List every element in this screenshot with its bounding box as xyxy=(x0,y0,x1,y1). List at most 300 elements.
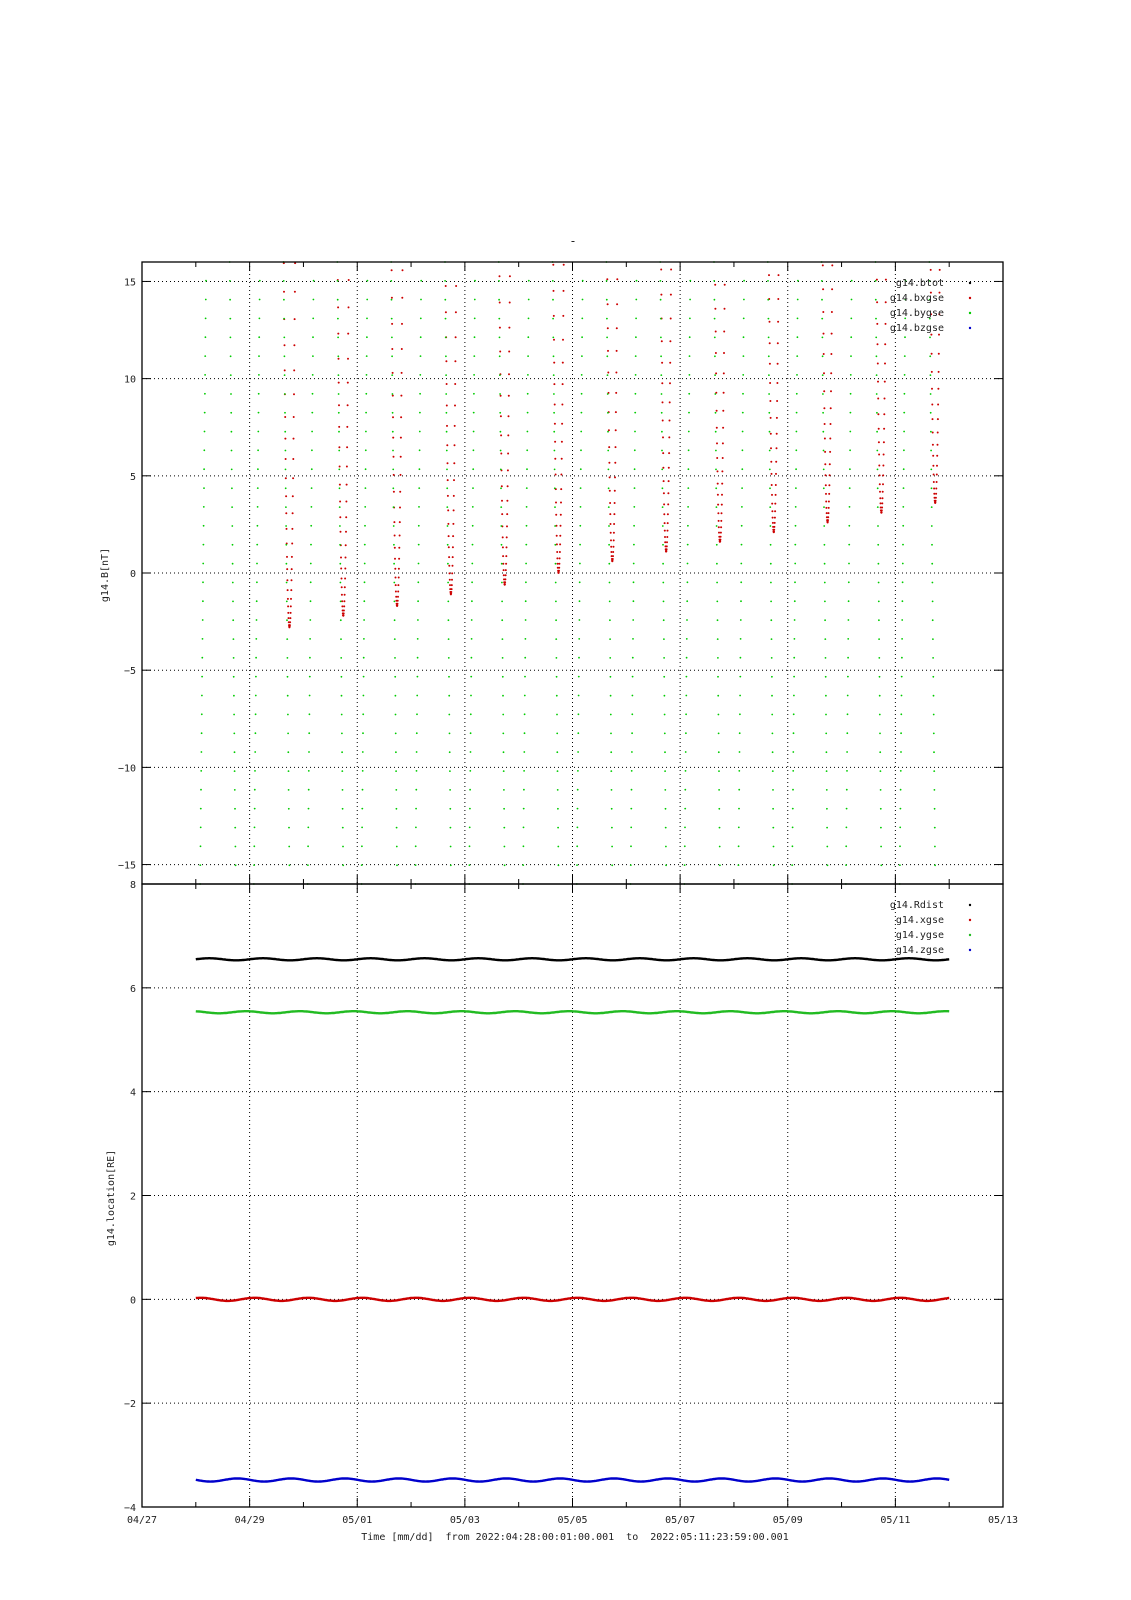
data-point-bygse xyxy=(469,845,471,847)
data-point-bygse xyxy=(606,318,608,320)
data-point-bxgse xyxy=(769,400,771,402)
data-point-bygse xyxy=(822,393,824,395)
data-point-bxgse xyxy=(397,596,399,598)
data-point-bygse xyxy=(876,431,878,433)
data-point-bygse xyxy=(661,431,663,433)
data-point-bygse xyxy=(878,619,880,621)
data-point-bygse xyxy=(471,638,473,640)
y-axis-label-top: g14.B[nT] xyxy=(100,547,111,603)
data-point-bygse xyxy=(337,318,339,320)
data-point-bxgse xyxy=(768,274,770,276)
data-point-bygse xyxy=(850,393,852,395)
data-point-bygse xyxy=(205,318,207,320)
data-point-bygse xyxy=(716,544,718,546)
data-point-bygse xyxy=(342,808,344,810)
data-point-bxgse xyxy=(831,333,833,335)
data-point-bxgse xyxy=(448,565,450,567)
data-point-bygse xyxy=(449,789,451,791)
data-point-bxgse xyxy=(341,594,343,596)
data-point-bxgse xyxy=(935,500,937,502)
data-point-bxgse xyxy=(716,442,718,444)
data-point-bygse xyxy=(791,864,793,866)
data-point-bygse xyxy=(362,770,364,772)
data-point-bxgse xyxy=(830,372,832,374)
data-point-bygse xyxy=(772,789,774,791)
data-point-bygse xyxy=(902,506,904,508)
data-point-bxgse xyxy=(348,279,350,281)
data-point-bygse xyxy=(366,355,368,357)
data-point-bygse xyxy=(768,374,770,376)
data-point-bxgse xyxy=(608,446,610,448)
data-point-bygse xyxy=(339,525,341,527)
data-point-bxgse xyxy=(823,390,825,392)
data-point-bxgse xyxy=(612,560,614,562)
data-point-bygse xyxy=(233,676,235,678)
data-point-bygse xyxy=(715,487,717,489)
data-point-bygse xyxy=(419,393,421,395)
data-point-bxgse xyxy=(613,546,615,548)
data-point-bxgse xyxy=(670,318,672,320)
x-tick-label: 04/27 xyxy=(126,1515,158,1526)
data-point-bxgse xyxy=(392,395,394,397)
data-point-bygse xyxy=(825,676,827,678)
data-point-bygse xyxy=(230,393,232,395)
data-point-bxgse xyxy=(291,543,293,545)
data-point-bygse xyxy=(287,695,289,697)
data-point-bygse xyxy=(826,827,828,829)
data-point-bxgse xyxy=(885,301,887,303)
data-point-bxgse xyxy=(721,504,723,506)
data-point-bygse xyxy=(524,676,526,678)
data-point-bygse xyxy=(661,450,663,452)
data-point-bygse xyxy=(795,487,797,489)
data-point-bygse xyxy=(420,336,422,338)
data-point-bxgse xyxy=(885,323,887,325)
data-point-bxgse xyxy=(826,512,828,514)
data-point-bygse xyxy=(527,355,529,357)
data-point-bxgse xyxy=(770,433,772,435)
data-point-bxgse xyxy=(829,451,831,453)
data-point-bygse xyxy=(525,544,527,546)
data-point-bygse xyxy=(469,864,471,866)
data-point-bygse xyxy=(796,412,798,414)
data-point-bygse xyxy=(772,733,774,735)
data-point-bxgse xyxy=(777,363,779,365)
data-point-bygse xyxy=(878,601,880,603)
data-point-bxgse xyxy=(292,458,294,460)
data-point-bxgse xyxy=(402,269,404,271)
data-point-bxgse xyxy=(344,578,346,580)
data-point-bxgse xyxy=(284,369,286,371)
data-point-bxgse xyxy=(775,473,777,475)
data-point-bygse xyxy=(311,506,313,508)
data-point-bygse xyxy=(609,582,611,584)
data-point-bxgse xyxy=(343,600,345,602)
data-point-bygse xyxy=(824,638,826,640)
data-point-bxgse xyxy=(715,372,717,374)
data-point-bxgse xyxy=(450,593,452,595)
data-point-bxgse xyxy=(877,398,879,400)
data-point-bygse xyxy=(553,374,555,376)
data-point-bygse xyxy=(739,695,741,697)
data-point-bygse xyxy=(361,808,363,810)
data-point-bygse xyxy=(258,412,260,414)
data-point-bxgse xyxy=(931,371,933,373)
data-point-bygse xyxy=(502,657,504,659)
data-point-bxgse xyxy=(668,452,670,454)
data-point-bxgse xyxy=(772,517,774,519)
data-point-bygse xyxy=(876,374,878,376)
data-point-bygse xyxy=(902,525,904,527)
data-point-bygse xyxy=(717,695,719,697)
data-point-bygse xyxy=(630,864,632,866)
data-point-bygse xyxy=(446,487,448,489)
data-point-bygse xyxy=(610,733,612,735)
data-point-bygse xyxy=(738,864,740,866)
data-point-bygse xyxy=(499,412,501,414)
data-point-bygse xyxy=(234,827,236,829)
data-point-bxgse xyxy=(501,513,503,515)
data-point-bygse xyxy=(526,487,528,489)
data-point-bygse xyxy=(689,336,691,338)
legend-label: g14.xgse xyxy=(895,915,944,926)
data-point-bygse xyxy=(660,355,662,357)
data-point-bygse xyxy=(849,487,851,489)
data-point-bxgse xyxy=(446,425,448,427)
data-point-bygse xyxy=(416,751,418,753)
data-point-bxgse xyxy=(289,617,291,619)
data-point-bygse xyxy=(768,337,770,339)
data-point-bygse xyxy=(472,487,474,489)
data-point-bxgse xyxy=(668,467,670,469)
data-point-bygse xyxy=(419,431,421,433)
data-point-bygse xyxy=(796,355,798,357)
data-point-bygse xyxy=(469,827,471,829)
data-point-bygse xyxy=(312,374,314,376)
data-point-bygse xyxy=(365,412,367,414)
data-point-bygse xyxy=(391,337,393,339)
data-point-bxgse xyxy=(613,532,615,534)
data-point-bygse xyxy=(932,638,934,640)
data-point-bxgse xyxy=(293,416,295,418)
data-point-bxgse xyxy=(934,501,936,503)
data-point-bxgse xyxy=(936,481,938,483)
data-point-bygse xyxy=(471,619,473,621)
data-point-bxgse xyxy=(553,315,555,317)
data-point-bygse xyxy=(394,676,396,678)
data-point-bygse xyxy=(578,713,580,715)
data-point-bygse xyxy=(312,355,314,357)
data-point-bygse xyxy=(580,449,582,451)
data-point-bxgse xyxy=(290,612,292,614)
data-point-bygse xyxy=(665,846,667,848)
data-point-bygse xyxy=(283,318,285,320)
data-point-bxgse xyxy=(615,446,617,448)
data-point-bxgse xyxy=(339,501,341,503)
data-point-bygse xyxy=(743,280,745,282)
data-point-bxgse xyxy=(504,578,506,580)
data-point-bygse xyxy=(553,412,555,414)
data-point-bxgse xyxy=(935,488,937,490)
data-point-bygse xyxy=(901,695,903,697)
data-point-bxgse xyxy=(396,605,398,607)
data-point-bxgse xyxy=(559,551,561,553)
data-point-bygse xyxy=(499,337,501,339)
data-point-bxgse xyxy=(724,308,726,310)
data-point-bxgse xyxy=(502,536,504,538)
data-point-bygse xyxy=(794,544,796,546)
data-point-bygse xyxy=(824,619,826,621)
data-point-bygse xyxy=(525,563,527,565)
data-point-bygse xyxy=(501,601,503,603)
data-point-bygse xyxy=(338,374,340,376)
data-point-bygse xyxy=(285,544,287,546)
data-point-bygse xyxy=(285,525,287,527)
data-point-bygse xyxy=(741,506,743,508)
data-point-bygse xyxy=(416,732,418,734)
data-point-bygse xyxy=(394,619,396,621)
data-point-bxgse xyxy=(563,290,565,292)
data-point-bxgse xyxy=(773,531,775,533)
data-point-bygse xyxy=(580,431,582,433)
data-point-bygse xyxy=(576,845,578,847)
data-point-bygse xyxy=(444,280,446,282)
data-point-bxgse xyxy=(935,497,937,499)
data-point-bygse xyxy=(366,299,368,301)
x-tick-label: 05/01 xyxy=(342,1515,373,1526)
data-point-bxgse xyxy=(289,624,291,626)
data-point-bxgse xyxy=(556,551,558,553)
data-point-bygse xyxy=(419,468,421,470)
data-point-bxgse xyxy=(293,344,295,346)
data-point-bygse xyxy=(396,864,398,866)
data-point-bygse xyxy=(392,450,394,452)
legend-marker xyxy=(969,919,971,921)
data-point-bygse xyxy=(634,412,636,414)
data-point-bygse xyxy=(553,355,555,357)
data-point-bygse xyxy=(337,337,339,339)
data-point-bygse xyxy=(610,676,612,678)
data-point-bygse xyxy=(501,563,503,565)
data-point-bxgse xyxy=(616,327,618,329)
data-point-bygse xyxy=(633,600,635,602)
data-point-bygse xyxy=(254,751,256,753)
data-point-bxgse xyxy=(606,278,608,280)
data-point-bxgse xyxy=(287,612,289,614)
data-point-bxgse xyxy=(293,438,295,440)
data-point-bygse xyxy=(689,280,691,282)
data-point-bygse xyxy=(340,657,342,659)
data-point-bxgse xyxy=(667,492,669,494)
data-point-bxgse xyxy=(290,589,292,591)
data-point-bygse xyxy=(635,355,637,357)
data-point-bygse xyxy=(797,336,799,338)
data-point-bxgse xyxy=(824,451,826,453)
data-point-bxgse xyxy=(881,509,883,511)
data-point-bygse xyxy=(364,506,366,508)
data-point-bygse xyxy=(577,770,579,772)
data-point-bygse xyxy=(740,619,742,621)
data-point-bygse xyxy=(608,525,610,527)
data-point-bygse xyxy=(688,412,690,414)
data-point-bygse xyxy=(934,808,936,810)
data-point-bxgse xyxy=(555,502,557,504)
data-point-bygse xyxy=(253,845,255,847)
data-point-bygse xyxy=(931,525,933,527)
data-point-bygse xyxy=(847,695,849,697)
data-point-bygse xyxy=(740,638,742,640)
data-point-bxgse xyxy=(500,434,502,436)
y-tick-label: 0 xyxy=(129,569,136,580)
data-point-bxgse xyxy=(830,390,832,392)
data-point-bygse xyxy=(232,619,234,621)
data-point-bygse xyxy=(716,601,718,603)
data-point-bygse xyxy=(904,336,906,338)
data-point-bxgse xyxy=(562,383,564,385)
data-point-bxgse xyxy=(770,447,772,449)
data-point-bygse xyxy=(415,864,417,866)
data-point-bxgse xyxy=(344,568,346,570)
data-point-bxgse xyxy=(393,491,395,493)
data-point-bxgse xyxy=(769,321,771,323)
data-point-bygse xyxy=(824,601,826,603)
legend-label: g14.Rdist xyxy=(889,900,944,911)
data-point-bygse xyxy=(557,846,559,848)
data-point-bygse xyxy=(337,280,339,282)
data-point-bxgse xyxy=(883,441,885,443)
data-point-bxgse xyxy=(669,420,671,422)
data-point-bygse xyxy=(310,525,312,527)
y-tick-label: 4 xyxy=(129,1087,136,1099)
data-point-bygse xyxy=(769,431,771,433)
data-point-bygse xyxy=(338,393,340,395)
data-point-bygse xyxy=(579,563,581,565)
data-point-bygse xyxy=(233,695,235,697)
data-point-bygse xyxy=(445,337,447,339)
data-point-bygse xyxy=(395,714,397,716)
data-point-bygse xyxy=(392,487,394,489)
axes-bottom xyxy=(124,880,1003,1514)
data-point-bxgse xyxy=(720,526,722,528)
data-point-bxgse xyxy=(936,455,938,457)
data-point-bxgse xyxy=(936,474,938,476)
data-point-bygse xyxy=(523,808,525,810)
data-point-bygse xyxy=(901,638,903,640)
data-point-bygse xyxy=(770,525,772,527)
data-point-bygse xyxy=(308,789,310,791)
data-point-bygse xyxy=(313,280,315,282)
data-point-bygse xyxy=(254,789,256,791)
data-point-bxgse xyxy=(393,474,395,476)
data-point-bxgse xyxy=(504,583,506,585)
data-point-bygse xyxy=(877,525,879,527)
data-point-bygse xyxy=(310,600,312,602)
data-point-bygse xyxy=(233,657,235,659)
data-point-bygse xyxy=(341,751,343,753)
data-point-bxgse xyxy=(612,555,614,557)
data-point-bygse xyxy=(469,808,471,810)
data-point-bygse xyxy=(576,864,578,866)
data-point-bygse xyxy=(420,299,422,301)
data-point-bygse xyxy=(362,732,364,734)
data-point-bygse xyxy=(418,525,420,527)
data-point-bygse xyxy=(580,487,582,489)
data-point-bygse xyxy=(256,600,258,602)
data-point-bygse xyxy=(665,827,667,829)
data-point-bxgse xyxy=(716,410,718,412)
data-point-bygse xyxy=(552,337,554,339)
data-point-bygse xyxy=(577,808,579,810)
data-point-bxgse xyxy=(666,536,668,538)
data-point-bygse xyxy=(822,374,824,376)
data-point-bxgse xyxy=(505,555,507,557)
data-point-bxgse xyxy=(938,371,940,373)
data-point-bxgse xyxy=(558,563,560,565)
data-point-bxgse xyxy=(499,302,501,304)
data-point-bygse xyxy=(581,393,583,395)
data-point-bygse xyxy=(363,676,365,678)
data-point-bygse xyxy=(555,601,557,603)
data-point-bygse xyxy=(930,469,932,471)
data-point-bygse xyxy=(523,827,525,829)
data-point-bygse xyxy=(631,732,633,734)
data-point-bygse xyxy=(254,827,256,829)
data-point-bygse xyxy=(258,355,260,357)
data-point-bygse xyxy=(608,544,610,546)
data-point-bxgse xyxy=(932,465,934,467)
data-point-bygse xyxy=(904,355,906,357)
data-point-bxgse xyxy=(607,372,609,374)
data-point-bygse xyxy=(664,789,666,791)
data-point-bxgse xyxy=(554,458,556,460)
data-point-bxgse xyxy=(506,500,508,502)
data-point-bygse xyxy=(713,280,715,282)
data-point-bygse xyxy=(686,676,688,678)
data-point-bygse xyxy=(255,638,257,640)
data-point-bygse xyxy=(930,393,932,395)
data-point-bygse xyxy=(879,751,881,753)
data-point-bygse xyxy=(876,393,878,395)
data-point-bxgse xyxy=(345,544,347,546)
data-point-bxgse xyxy=(827,519,829,521)
data-point-bygse xyxy=(449,808,451,810)
data-point-bygse xyxy=(469,789,471,791)
data-point-bygse xyxy=(341,733,343,735)
data-point-bygse xyxy=(203,468,205,470)
data-point-bygse xyxy=(739,713,741,715)
data-point-bygse xyxy=(418,544,420,546)
data-point-bxgse xyxy=(878,465,880,467)
data-point-bygse xyxy=(740,600,742,602)
data-point-bygse xyxy=(738,827,740,829)
data-point-bygse xyxy=(903,412,905,414)
data-point-bygse xyxy=(689,299,691,301)
data-point-bxgse xyxy=(662,401,664,403)
data-point-bygse xyxy=(685,732,687,734)
data-point-bygse xyxy=(395,770,397,772)
data-point-bxgse xyxy=(666,541,668,543)
data-point-bygse xyxy=(823,469,825,471)
data-point-bxgse xyxy=(340,557,342,559)
data-point-bygse xyxy=(234,789,236,791)
data-point-bxgse xyxy=(720,520,722,522)
data-point-bygse xyxy=(630,808,632,810)
data-point-bygse xyxy=(686,600,688,602)
data-point-bygse xyxy=(714,393,716,395)
data-point-bxgse xyxy=(286,568,288,570)
data-point-bxgse xyxy=(609,476,611,478)
data-point-bygse xyxy=(665,864,667,866)
